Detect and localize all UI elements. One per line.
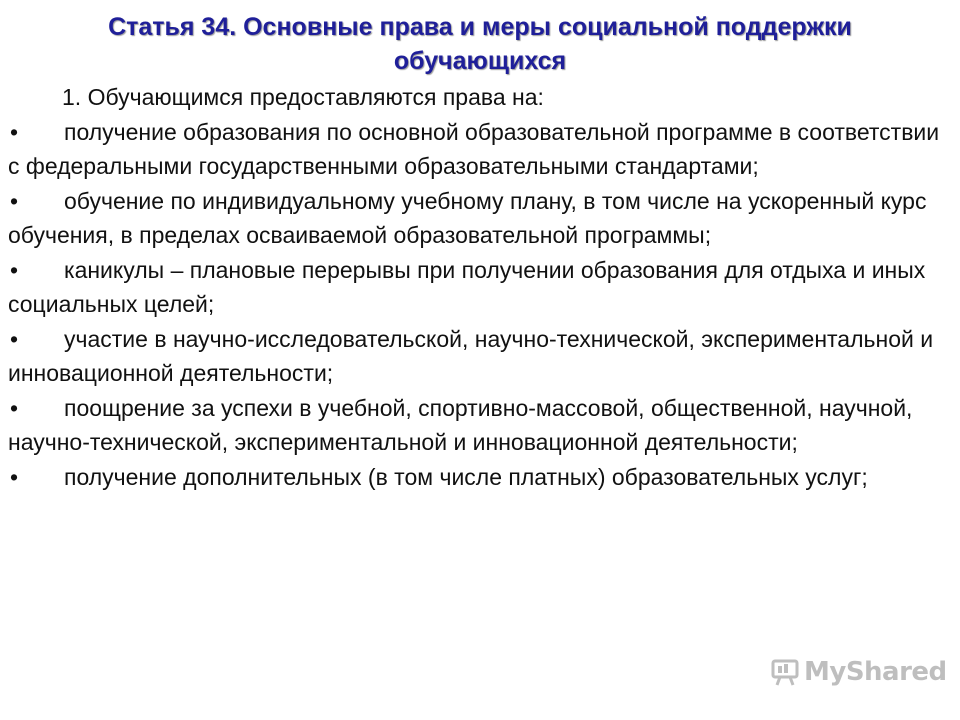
list-item <box>8 115 948 184</box>
list-item-text: участие в научно-исследовательской, научно-технической, экспериментальной и инновационной деятельности; <box>8 325 934 386</box>
bullet-icon: • <box>10 256 19 283</box>
bullet-icon: • <box>10 463 19 490</box>
list-item-text: получение образования по основной образовательной программе в соответствии с федеральными государственными образовательными стандартами; <box>8 118 940 179</box>
presentation-board-icon <box>770 657 800 687</box>
bullet-icon: • <box>10 394 19 421</box>
bullet-icon: • <box>10 118 19 145</box>
bullet-icon: • <box>10 187 19 214</box>
article-body <box>8 80 948 494</box>
list-item-text: обучение по индивидуальному учебному плану, в том числе на ускоренный курс обучения, в пределах осваиваемой образовательной программы; <box>8 187 927 248</box>
lead-paragraph: 1. Обучающимся предоставляются права на: <box>62 84 544 110</box>
slide-title-line-2: обучающихся <box>393 47 567 75</box>
slide-title-line-1: Статья 34. Основные права и меры социальной поддержки <box>108 13 852 41</box>
list-item-text: поощрение за успехи в учебной, спортивно-массовой, общественной, научной, научно-технической, экспериментальной и инновационной деятельности; <box>8 394 913 455</box>
bullet-icon: • <box>10 325 19 352</box>
list-item <box>8 322 948 391</box>
slide-title <box>30 10 930 78</box>
list-item <box>8 391 948 460</box>
list-item <box>8 460 948 495</box>
list-item <box>8 184 948 253</box>
watermark-text: MyShared <box>804 657 947 687</box>
list-item <box>8 253 948 322</box>
list-item-text: получение дополнительных (в том числе платных) образовательных услуг; <box>64 463 868 490</box>
list-item-text: каникулы – плановые перерывы при получении образования для отдыха и иных социальных целей; <box>8 256 926 317</box>
watermark <box>770 654 947 690</box>
